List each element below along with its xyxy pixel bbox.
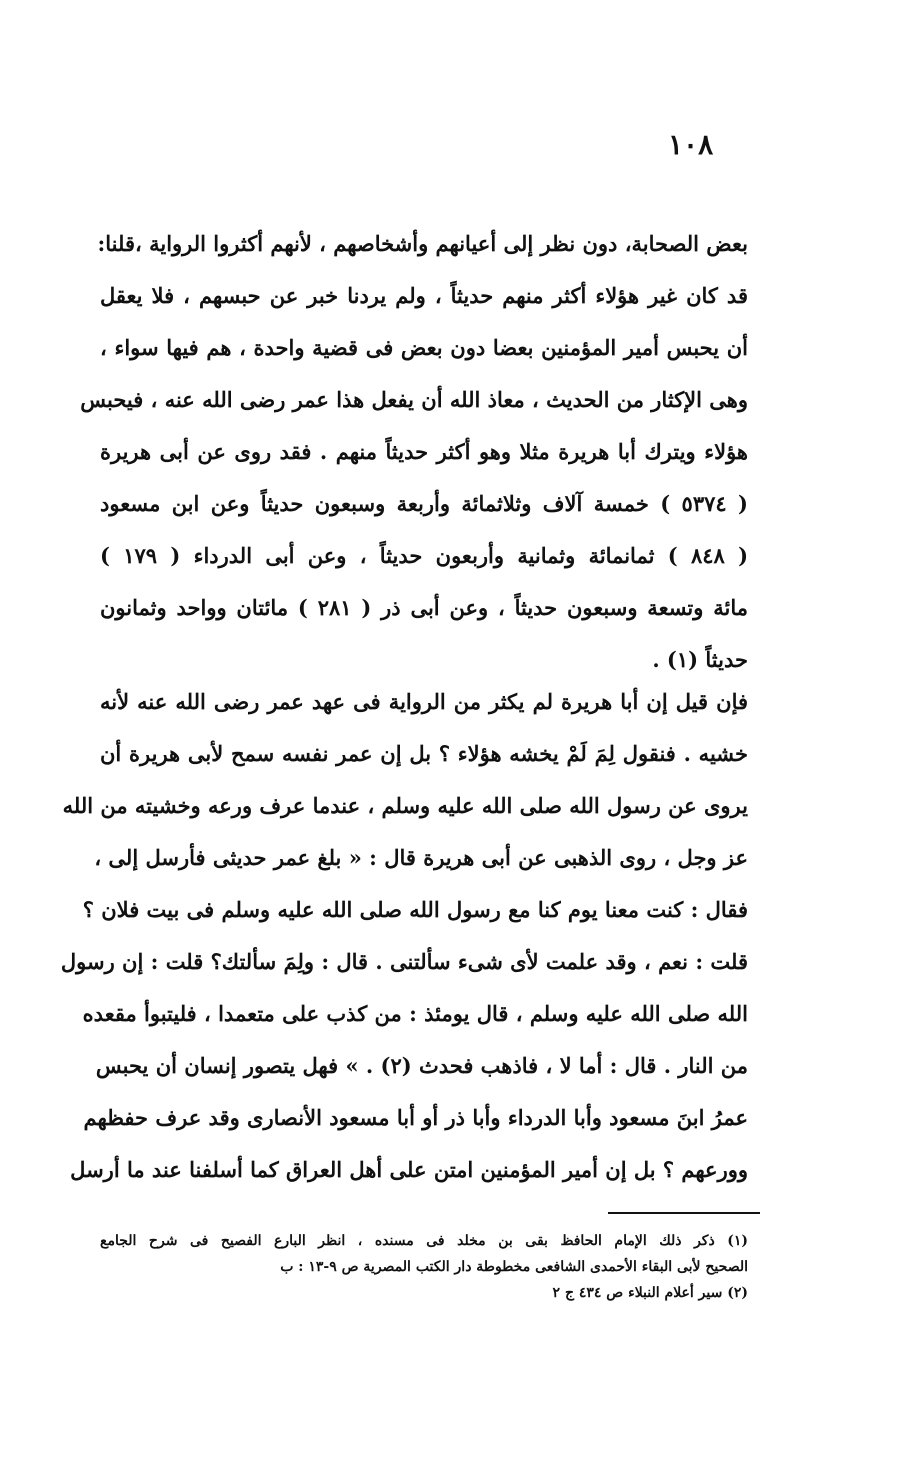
text-line: حديثاً (١) . xyxy=(652,647,748,672)
text-line: فإن قيل إن أبا هريرة لم يكثر من الرواية فى عهد عمر رضى الله عنه لأنه xyxy=(100,689,748,714)
page-number: ١٠٨ xyxy=(668,128,714,161)
text-line: الله صلى الله عليه وسلم ، قال يومئذ : من كذب على متعمدا ، فليتبوأ مقعده xyxy=(82,1001,748,1026)
footnote-1: (١) ذكر ذلك الإمام الحافظ بقى بن مخلد فى مسنده ، انظر البارع الفصيح فى شرح الجامع xyxy=(100,1233,748,1249)
text-line: قلت : نعم ، وقد علمت لأى شىء سألتنى . قال : ولِمَ سألتك؟ قلت : إن رسول xyxy=(60,949,748,974)
text-line: وورعهم ؟ بل إن أمير المؤمنين امتن على أهل العراق كما أسلفنا عند ما أرسل xyxy=(70,1157,748,1182)
text-line: عمرُ ابنَ مسعود وأبا الدرداء وأبا ذر أو أبا مسعود الأنصارى وقد عرف حفظهم xyxy=(83,1105,748,1130)
text-line: ( ٨٤٨ ) ثمانمائة وثمانية وأربعون حديثاً ، وعن أبى الدرداء ( ١٧٩ ) xyxy=(100,543,749,568)
text-line: فقال : كنت معنا يوم كنا مع رسول الله صلى الله عليه وسلم فى بيت فلان ؟ xyxy=(82,897,748,922)
footnotes xyxy=(100,1228,748,1306)
text-line: يروى عن رسول الله صلى الله عليه وسلم ، عندما عرف ورعه وخشيته من الله xyxy=(62,793,748,818)
text-line: ( ٥٣٧٤ ) خمسة آلاف وثلاثمائة وأربعة وسبعون حديثاً وعن ابن مسعود xyxy=(100,491,748,516)
text-line: وهى الإكثار من الحديث ، معاذ الله أن يفعل هذا عمر رضى الله عنه ، فيحبس xyxy=(80,387,748,412)
footnote-1-continued: الصحيح لأبى البقاء الأحمدى الشافعى مخطوطة دار الكتب المصرية ص ٩-١٣ : ب xyxy=(280,1259,748,1275)
text-line: مائة وتسعة وسبعون حديثاً ، وعن أبى ذر ( ٢٨١ ) مائتان وواحد وثمانون xyxy=(100,595,749,620)
text-line: قد كان غير هؤلاء أكثر منهم حديثاً ، ولم يردنا خبر عن حبسهم ، فلا يعقل xyxy=(100,283,748,308)
text-line: بعض الصحابة، دون نظر إلى أعيانهم وأشخاصهم ، لأنهم أكثروا الرواية ،قلنا: xyxy=(97,231,748,256)
paragraph-2 xyxy=(60,676,748,1196)
text-line: هؤلاء ويترك أبا هريرة مثلا وهو أكثر حديثاً منهم . فقد روى عن أبى هريرة xyxy=(100,439,748,464)
text-line: خشيه . فنقول لِمَ لَمْ يخشه هؤلاء ؟ بل إن عمر نفسه سمح لأبى هريرة أن xyxy=(100,741,748,766)
text-line: عز وجل ، روى الذهبى عن أبى هريرة قال : « بلغ عمر حديثى فأرسل إلى ، xyxy=(94,845,748,870)
footnote-2: (٢) سير أعلام النبلاء ص ٤٣٤ ج ٢ xyxy=(552,1285,748,1301)
text-line: من النار . قال : أما لا ، فاذهب فحدث (٢) . » فهل يتصور إنسان أن يحبس xyxy=(95,1053,748,1078)
text-line: أن يحبس أمير المؤمنين بعضا دون بعض فى قضية واحدة ، هم فيها سواء ، xyxy=(100,335,748,360)
footnote-separator xyxy=(608,1212,760,1214)
paragraph-1 xyxy=(80,218,749,686)
